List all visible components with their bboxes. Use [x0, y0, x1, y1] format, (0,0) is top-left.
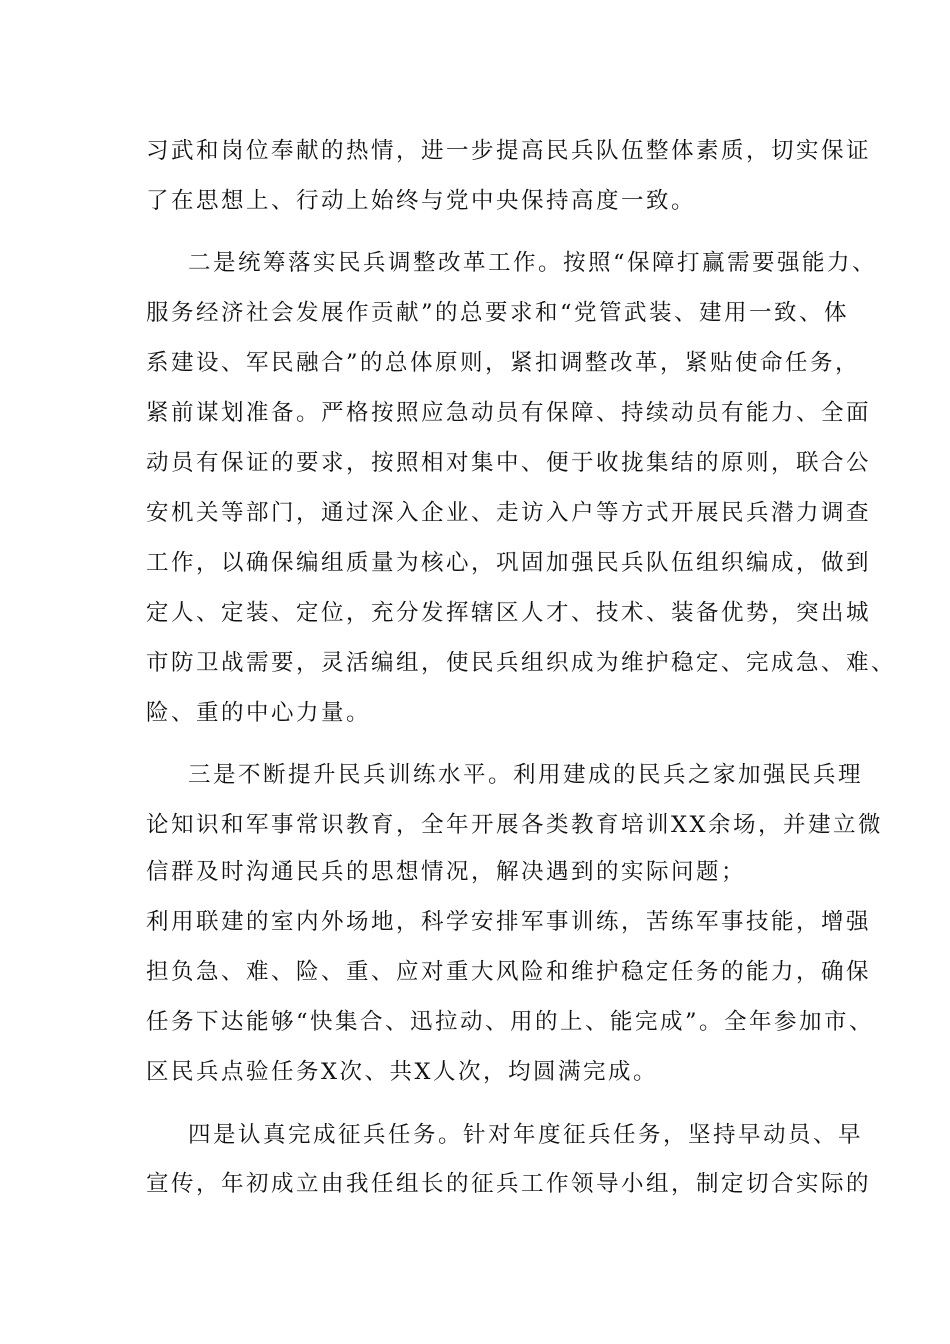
text-line: 服务经济社会发展作贡献”的总要求和“党管武装、建用一致、体: [146, 300, 850, 326]
paragraph-start-line: 四是认真完成征兵任务。针对年度征兵任务，坚持早动员、早: [188, 1122, 864, 1148]
text-line: 论知识和军事常识教育，全年开展各类教育培训XX余场，并建立微: [146, 812, 884, 838]
text-line: 信群及时沟通民兵的思想情况，解决遇到的实际问题；: [146, 859, 747, 885]
text-line: 工作，以确保编组质量为核心，巩固加强民兵队伍组织编成，做到: [146, 550, 872, 576]
text-line: 习武和岗位奉献的热情，进一步提高民兵队伍整体素质，切实保证: [146, 138, 872, 164]
text-line: 动员有保证的要求，按照相对集中、便于收拢集结的原则，联合公: [146, 450, 872, 476]
text-line: 区民兵点验任务X次、共X人次，均圆满完成。: [146, 1059, 659, 1085]
text-line: 宣传，年初成立由我任组长的征兵工作领导小组，制定切合实际的: [146, 1171, 872, 1197]
text-line: 安机关等部门，通过深入企业、走访入户等方式开展民兵潜力调查: [146, 500, 872, 526]
text-line: 任务下达能够“快集合、迅拉动、用的上、能完成”。全年参加市、: [146, 1009, 875, 1035]
text-line: 定人、定装、定位，充分发挥辖区人才、技术、装备优势，突出城: [146, 600, 872, 626]
text-line: 系建设、军民融合”的总体原则，紧扣调整改革，紧贴使命任务，: [146, 350, 861, 376]
text-line: 了在思想上、行动上始终与党中央保持高度一致。: [146, 188, 697, 214]
text-line: 紧前谋划准备。严格按照应急动员有保障、持续动员有能力、全面: [146, 400, 872, 426]
text-line: 市防卫战需要，灵活编组，使民兵组织成为维护稳定、完成急、难、: [146, 650, 897, 676]
paragraph-start-line: 三是不断提升民兵训练水平。利用建成的民兵之家加强民兵理: [188, 762, 864, 788]
text-line: 担负急、难、险、重、应对重大风险和维护稳定任务的能力，确保: [146, 959, 872, 985]
text-line: 险、重的中心力量。: [146, 700, 372, 726]
text-line: 利用联建的室内外场地，科学安排军事训练，苦练军事技能，增强: [146, 909, 872, 935]
paragraph-start-line: 二是统筹落实民兵调整改革工作。按照“保障打赢需要强能力、: [188, 250, 878, 276]
